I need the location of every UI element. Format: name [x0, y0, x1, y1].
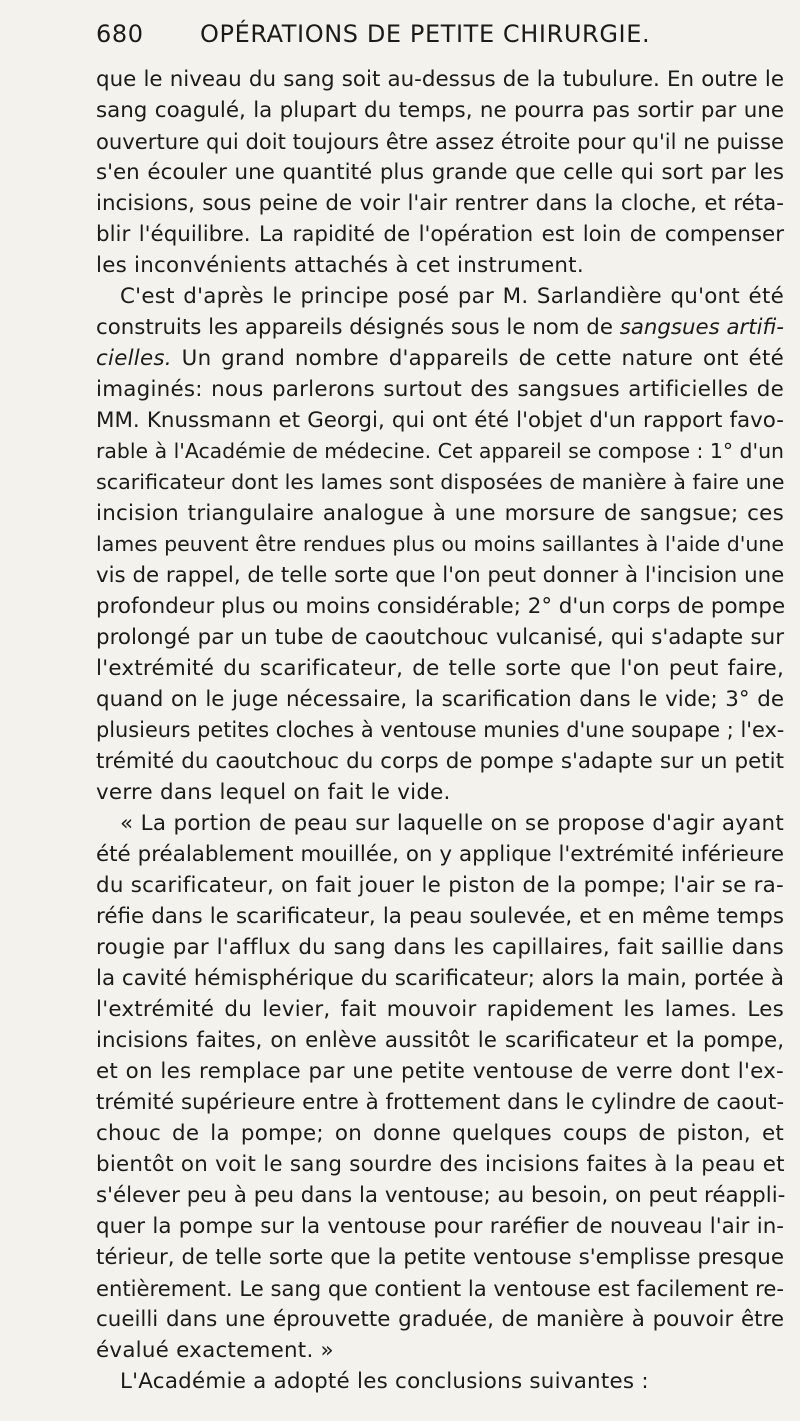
text-line: que le niveau du sang soit au-dessus de la tubulure. En outre le — [96, 67, 784, 92]
text-line: s'élever peu à peu dans la ventouse; au besoin, on peut réappli- — [96, 1183, 786, 1208]
text-line: verre dans lequel on fait le vide. — [96, 780, 451, 805]
text-line: et on les remplace par une petite ventouse de verre dont l'ex- — [96, 1059, 784, 1084]
text-line: cueilli dans une éprouvette graduée, de manière à pouvoir être — [96, 1307, 784, 1332]
text-line: l'extrémité du scarificateur, de telle sorte que l'on peut faire, — [96, 656, 784, 681]
text-line: entièrement. Le sang que contient la ventouse est facilement re- — [96, 1276, 784, 1301]
text-line: profondeur plus ou moins considérable; 2° d'un corps de pompe — [96, 594, 786, 619]
text-line: scarificateur dont les lames sont disposées de manière à faire une — [96, 470, 785, 494]
text-line: bientôt on voit le sang sourdre des incisions faites à la peau et — [96, 1152, 785, 1177]
text-line: été préalablement mouillée, on y applique l'extrémité inférieure — [96, 842, 784, 867]
text-line: évalué exactement. » — [96, 1338, 334, 1363]
text-line: rougie par l'afflux du sang dans les capillaires, fait saillie dans — [96, 935, 784, 960]
text-line: vis de rappel, de telle sorte que l'on peut donner à l'incision une — [96, 563, 785, 588]
text-line: sang coagulé, la plupart du temps, ne pourra pas sortir par une — [96, 98, 784, 123]
text-line: quand on le juge nécessaire, la scarification dans le vide; 3° de — [96, 687, 784, 712]
text-line: ouverture qui doit toujours être assez étroite pour qu'il ne puisse — [96, 129, 784, 154]
page-header — [96, 20, 736, 60]
text-line: C'est d'après le principe posé par M. Sarlandière qu'ont été — [120, 284, 784, 309]
text-line: l'extrémité du levier, fait mouvoir rapidement les lames. Les — [96, 997, 784, 1022]
text-line: chouc de la pompe; on donne quelques coups de piston, et — [96, 1121, 784, 1146]
page-number: 680 — [96, 20, 144, 48]
text-line: s'en écouler une quantité plus grande que celle qui sort par les — [96, 160, 784, 185]
italic-term: sangsues artifi- — [619, 315, 784, 340]
text-line: incisions faites, on enlève aussitôt le scarificateur et la pompe, — [96, 1028, 784, 1053]
text-line: du scarificateur, on fait jouer le piston de la pompe; l'air se ra- — [96, 873, 784, 898]
running-title: OPÉRATIONS DE PETITE CHIRURGIE. — [200, 20, 651, 48]
text-line: la cavité hémisphérique du scarificateur; alors la main, portée à — [96, 966, 784, 991]
text-line: L'Académie a adopté les conclusions suivantes : — [120, 1369, 649, 1394]
text-line: construits les appareils désignés sous le nom de sangsues artifi- — [96, 315, 784, 340]
text-line: « La portion de peau sur laquelle on se propose d'agir ayant — [120, 811, 784, 836]
text-line: trémité du caoutchouc du corps de pompe s'adapte sur un petit — [96, 749, 784, 774]
body-text — [96, 64, 784, 1397]
text-line: quer la pompe sur la ventouse pour raréfier de nouveau l'air in- — [96, 1214, 784, 1239]
text-line: imaginés: nous parlerons surtout des sangsues artificielles de — [96, 377, 784, 402]
text-line: MM. Knussmann et Georgi, qui ont été l'objet d'un rapport favo- — [96, 408, 784, 433]
text-line: lames peuvent être rendues plus ou moins saillantes à l'aide d'une — [96, 532, 784, 556]
text-line: incisions, sous peine de voir l'air rentrer dans la cloche, et réta- — [96, 191, 784, 216]
text-line: rable à l'Académie de médecine. Cet appareil se compose : 1° d'un — [96, 439, 784, 463]
text-line: incision triangulaire analogue à une morsure de sangsue; ces — [96, 501, 784, 526]
text-line: les inconvénients attachés à cet instrument. — [96, 253, 584, 278]
italic-term: cielles. — [96, 346, 172, 371]
text-line: prolongé par un tube de caoutchouc vulcanisé, qui s'adapte sur — [96, 625, 784, 650]
text-line: trémité supérieure entre à frottement dans le cylindre de caout- — [96, 1090, 785, 1115]
text-line: térieur, de telle sorte que la petite ventouse s'emplisse presque — [96, 1245, 784, 1270]
text-line: cielles. Un grand nombre d'appareils de cette nature ont été — [96, 346, 784, 371]
text-line: réfie dans le scarificateur, la peau soulevée, et en même temps — [96, 904, 784, 929]
text-line: blir l'équilibre. La rapidité de l'opération est loin de compenser — [96, 222, 784, 247]
text-line: plusieurs petites cloches à ventouse munies d'une soupape ; l'ex- — [96, 718, 785, 742]
